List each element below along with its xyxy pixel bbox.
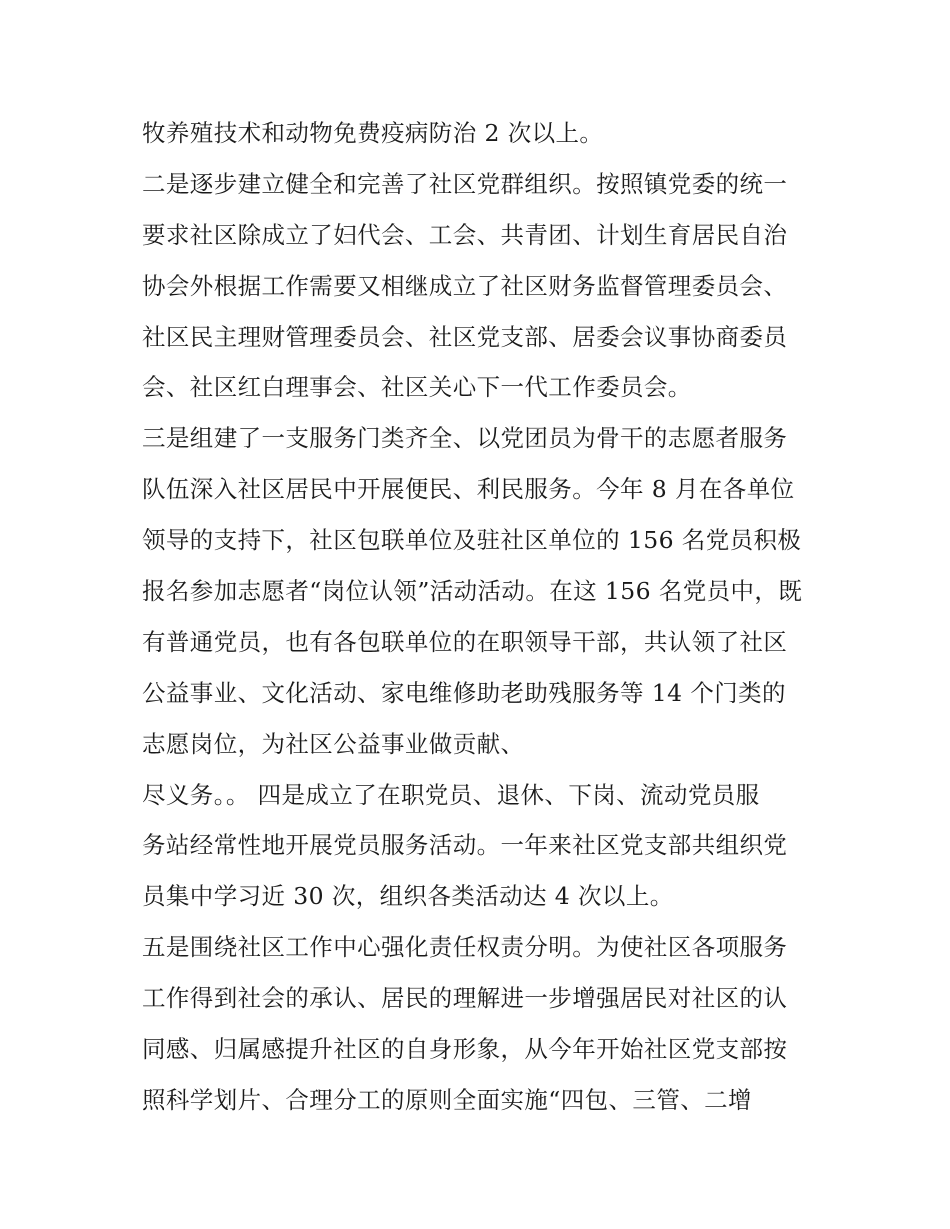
text-line: 要求社区除成立了妇代会、工会、共青团、计划生育居民自治 [142, 220, 788, 249]
text-line: 社区民主理财管理委员会、社区党支部、居委会议事协商委员 [142, 322, 788, 351]
text-line: 工作得到社会的承认、居民的理解进一步增强居民对社区的认 [142, 984, 788, 1013]
text-line: 员集中学习近 30 次，组织各类活动达 4 次以上。 [142, 882, 674, 911]
text-line: 公益事业、文化活动、家电维修助老助残服务等 14 个门类的 [142, 678, 786, 707]
document-body-text [142, 108, 822, 1126]
text-line: 照科学划片、合理分工的原则全面实施“四包、三管、二增 [142, 1085, 752, 1114]
text-line: 报名参加志愿者“岗位认领”活动活动。在这 156 名党员中，既 [142, 577, 803, 606]
text-line: 队伍深入社区居民中开展便民、利民服务。今年 8 月在各单位 [142, 475, 795, 504]
text-line: 五是围绕社区工作中心强化责任权责分明。为使社区各项服务 [142, 933, 788, 962]
text-line: 会、社区红白理事会、社区关心下一代工作委员会。 [142, 373, 692, 402]
text-line: 二是逐步建立健全和完善了社区党群组织。按照镇党委的统一 [142, 169, 788, 198]
text-line: 有普通党员，也有各包联单位的在职领导干部，共认领了社区 [142, 627, 788, 656]
text-line: 领导的支持下，社区包联单位及驻社区单位的 156 名党员积极 [142, 526, 802, 555]
text-line: 志愿岗位，为社区公益事业做贡献、 [142, 729, 525, 758]
text-line: 三是组建了一支服务门类齐全、以党团员为骨干的志愿者服务 [142, 424, 788, 453]
text-line: 牧养殖技术和动物免费疫病防治 2 次以上。 [142, 119, 604, 147]
text-line: 同感、归属感提升社区的自身形象，从今年开始社区党支部按 [142, 1035, 788, 1064]
text-line: 务站经常性地开展党员服务活动。一年来社区党支部共组织党 [142, 831, 788, 860]
text-line: 协会外根据工作需要又相继成立了社区财务监督管理委员会、 [142, 271, 788, 300]
text-line: 尽义务。。 四是成立了在职党员、退休、下岗、流动党员服 [142, 780, 760, 809]
